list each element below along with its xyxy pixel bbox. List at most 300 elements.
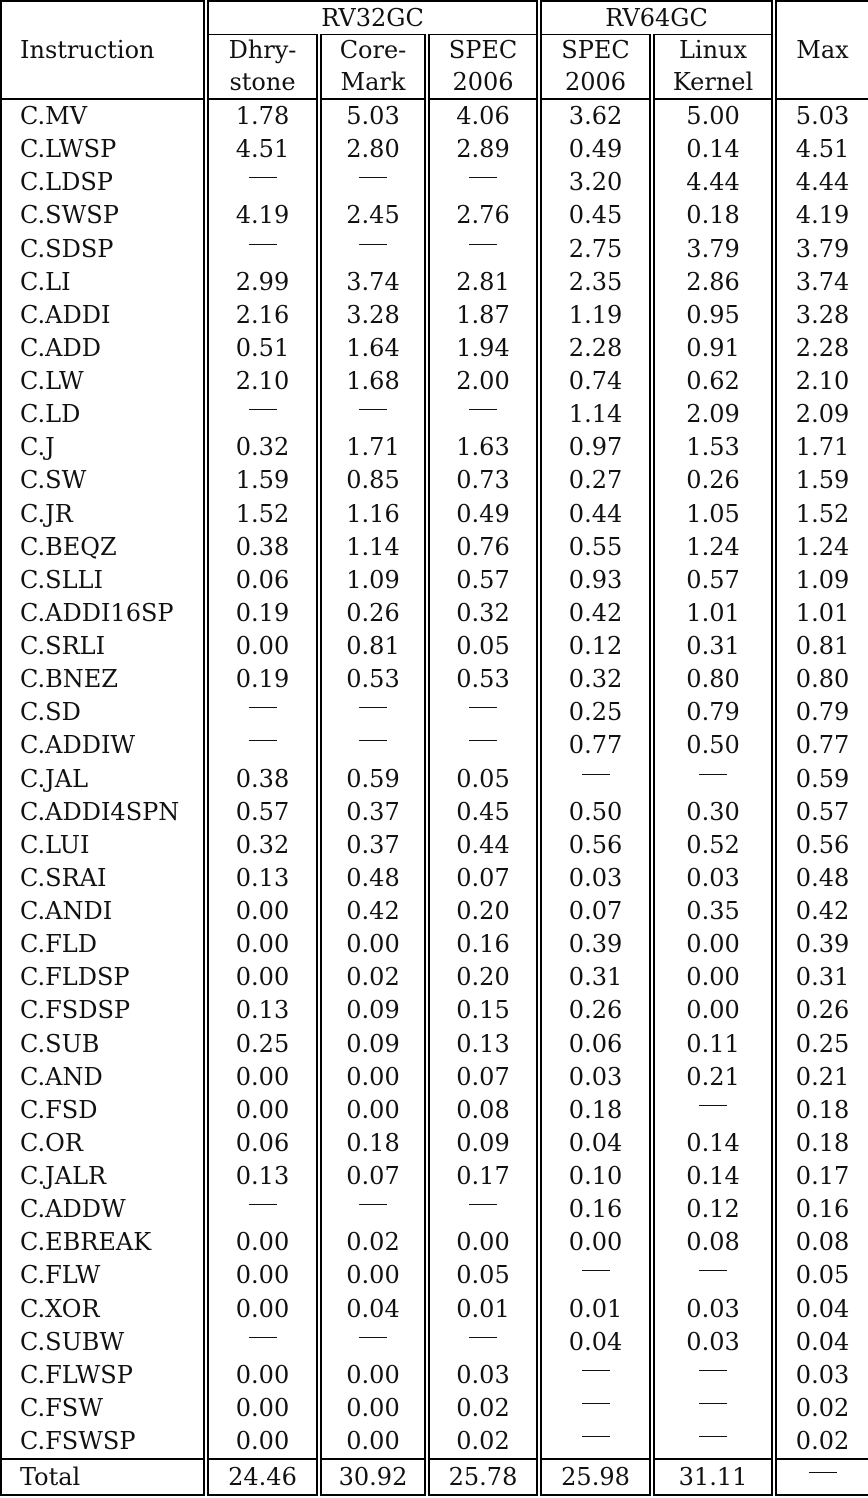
- max-cell: 0.80: [774, 663, 868, 696]
- value-cell: 0.00: [206, 895, 319, 928]
- instruction-name: C.ADD: [1, 332, 206, 365]
- max-cell: 3.79: [774, 233, 868, 266]
- value-cell: 1.59: [206, 464, 319, 497]
- table-row: [1, 862, 868, 895]
- value-cell: 0.09: [427, 1127, 539, 1160]
- value-cell: 0.08: [427, 1094, 539, 1127]
- value-cell: 0.85: [319, 464, 427, 497]
- dash-mark: [249, 707, 277, 708]
- table-row: [1, 1259, 868, 1292]
- table-row: [1, 597, 868, 630]
- value-cell: 0.00: [319, 1359, 427, 1392]
- value-cell: [652, 1359, 774, 1392]
- max-cell: 0.79: [774, 696, 868, 729]
- value-cell: 0.93: [539, 564, 652, 597]
- max-cell: 1.71: [774, 431, 868, 464]
- table-row: [1, 299, 868, 332]
- max-cell: 0.26: [774, 994, 868, 1027]
- value-cell: 0.02: [427, 1392, 539, 1425]
- value-cell: 25.98: [539, 1459, 652, 1495]
- value-cell: 0.03: [539, 1061, 652, 1094]
- value-cell: 0.00: [652, 928, 774, 961]
- max-cell: 0.77: [774, 729, 868, 762]
- value-cell: 0.00: [319, 1425, 427, 1459]
- value-cell: 0.32: [206, 829, 319, 862]
- value-cell: 0.13: [206, 1160, 319, 1193]
- value-cell: 0.97: [539, 431, 652, 464]
- max-cell: 3.28: [774, 299, 868, 332]
- value-cell: 0.12: [652, 1193, 774, 1226]
- value-cell: 1.71: [319, 431, 427, 464]
- value-cell: 0.10: [539, 1160, 652, 1193]
- value-cell: 0.02: [427, 1425, 539, 1459]
- value-cell: 5.03: [319, 99, 427, 133]
- value-cell: 0.05: [427, 1259, 539, 1292]
- table-row: [1, 564, 868, 597]
- value-cell: 0.91: [652, 332, 774, 365]
- max-cell: 1.59: [774, 464, 868, 497]
- instruction-name: C.FLDSP: [1, 961, 206, 994]
- instruction-name: C.LD: [1, 398, 206, 431]
- value-cell: 2.45: [319, 199, 427, 232]
- instruction-name: C.LW: [1, 365, 206, 398]
- dash-mark: [359, 244, 387, 245]
- value-cell: 24.46: [206, 1459, 319, 1495]
- value-cell: 0.37: [319, 796, 427, 829]
- table-row: [1, 895, 868, 928]
- max-cell: 1.09: [774, 564, 868, 597]
- value-cell: 0.56: [539, 829, 652, 862]
- dash-mark: [469, 707, 497, 708]
- value-cell: [206, 398, 319, 431]
- max-cell: 0.81: [774, 630, 868, 663]
- value-cell: 0.00: [427, 1226, 539, 1259]
- value-cell: 1.53: [652, 431, 774, 464]
- instruction-name: C.BEQZ: [1, 531, 206, 564]
- value-cell: 0.48: [319, 862, 427, 895]
- instruction-name: C.FLWSP: [1, 1359, 206, 1392]
- value-cell: 0.02: [319, 961, 427, 994]
- instruction-name: C.FSDSP: [1, 994, 206, 1027]
- value-cell: 0.00: [206, 1094, 319, 1127]
- table-row: [1, 994, 868, 1027]
- value-cell: 2.28: [539, 332, 652, 365]
- value-cell: 0.09: [319, 994, 427, 1027]
- value-cell: 0.37: [319, 829, 427, 862]
- value-cell: 0.00: [319, 1094, 427, 1127]
- instruction-name: C.ADDI4SPN: [1, 796, 206, 829]
- value-cell: 0.07: [539, 895, 652, 928]
- max-cell: 0.42: [774, 895, 868, 928]
- dash-mark: [699, 1370, 727, 1371]
- value-cell: 0.52: [652, 829, 774, 862]
- value-cell: 0.62: [652, 365, 774, 398]
- value-cell: 0.57: [206, 796, 319, 829]
- value-cell: 0.08: [652, 1226, 774, 1259]
- table-row: [1, 133, 868, 166]
- value-cell: [427, 233, 539, 266]
- value-cell: [427, 696, 539, 729]
- value-cell: 0.03: [652, 1326, 774, 1359]
- max-cell: 0.04: [774, 1293, 868, 1326]
- value-cell: 0.06: [206, 564, 319, 597]
- value-cell: 0.02: [319, 1226, 427, 1259]
- value-cell: 0.76: [427, 531, 539, 564]
- value-cell: 0.27: [539, 464, 652, 497]
- table-row: [1, 961, 868, 994]
- value-cell: 0.03: [652, 1293, 774, 1326]
- value-cell: [319, 1193, 427, 1226]
- max-cell: 0.57: [774, 796, 868, 829]
- value-cell: 0.25: [539, 696, 652, 729]
- value-cell: 2.89: [427, 133, 539, 166]
- max-cell: 0.16: [774, 1193, 868, 1226]
- value-cell: 4.51: [206, 133, 319, 166]
- value-cell: [206, 1193, 319, 1226]
- value-cell: [539, 763, 652, 796]
- value-cell: 0.44: [427, 829, 539, 862]
- value-cell: 0.00: [206, 1392, 319, 1425]
- instruction-name: C.ADDI16SP: [1, 597, 206, 630]
- instruction-name: C.MV: [1, 99, 206, 133]
- value-cell: 1.68: [319, 365, 427, 398]
- value-cell: [652, 1392, 774, 1425]
- max-cell: 0.18: [774, 1127, 868, 1160]
- value-cell: 25.78: [427, 1459, 539, 1495]
- max-cell: 0.02: [774, 1425, 868, 1459]
- dash-mark: [582, 1436, 610, 1437]
- value-cell: 1.14: [539, 398, 652, 431]
- instruction-name: C.OR: [1, 1127, 206, 1160]
- value-cell: 0.18: [652, 199, 774, 232]
- value-cell: 4.19: [206, 199, 319, 232]
- value-cell: 0.19: [206, 663, 319, 696]
- value-cell: 2.09: [652, 398, 774, 431]
- max-cell: 4.51: [774, 133, 868, 166]
- value-cell: 0.07: [319, 1160, 427, 1193]
- value-cell: 0.13: [427, 1028, 539, 1061]
- instruction-name: C.SWSP: [1, 199, 206, 232]
- instruction-name: C.SUB: [1, 1028, 206, 1061]
- table-row: [1, 431, 868, 464]
- table-row: [1, 1425, 868, 1459]
- table-row: [1, 99, 868, 133]
- value-cell: 0.74: [539, 365, 652, 398]
- instruction-name: C.LWSP: [1, 133, 206, 166]
- value-cell: 0.07: [427, 1061, 539, 1094]
- dash-mark: [469, 1337, 497, 1338]
- instruction-name: C.FSWSP: [1, 1425, 206, 1459]
- max-cell: 2.28: [774, 332, 868, 365]
- instruction-name: C.FSW: [1, 1392, 206, 1425]
- value-cell: 5.00: [652, 99, 774, 133]
- value-cell: [319, 233, 427, 266]
- dash-mark: [359, 1337, 387, 1338]
- instruction-name: C.ADDI: [1, 299, 206, 332]
- group-header-rv64gc: RV64GC: [539, 1, 774, 35]
- value-cell: 0.00: [206, 928, 319, 961]
- table-row: [1, 796, 868, 829]
- table-row: [1, 1094, 868, 1127]
- instruction-name: C.SRLI: [1, 630, 206, 663]
- dash-mark: [469, 409, 497, 410]
- value-cell: [652, 1425, 774, 1459]
- instruction-name: C.EBREAK: [1, 1226, 206, 1259]
- table-row: [1, 1359, 868, 1392]
- max-cell: 0.18: [774, 1094, 868, 1127]
- max-cell: 3.74: [774, 266, 868, 299]
- dash-mark: [249, 409, 277, 410]
- value-cell: [319, 696, 427, 729]
- table-row: [1, 763, 868, 796]
- value-cell: 0.00: [206, 1359, 319, 1392]
- col-header-dhrystone-l1: Dhry-: [206, 35, 319, 67]
- instruction-name: C.SW: [1, 464, 206, 497]
- value-cell: 1.01: [652, 597, 774, 630]
- value-cell: 1.09: [319, 564, 427, 597]
- value-cell: 0.81: [319, 630, 427, 663]
- value-cell: 0.32: [206, 431, 319, 464]
- col-header-spec32-l1: SPEC: [427, 35, 539, 67]
- value-cell: 2.75: [539, 233, 652, 266]
- value-cell: 2.35: [539, 266, 652, 299]
- value-cell: 0.15: [427, 994, 539, 1027]
- dash-mark: [809, 1472, 837, 1473]
- value-cell: 1.87: [427, 299, 539, 332]
- dash-mark: [469, 740, 497, 741]
- value-cell: 1.52: [206, 498, 319, 531]
- max-cell: 1.52: [774, 498, 868, 531]
- value-cell: 0.26: [539, 994, 652, 1027]
- value-cell: 0.53: [319, 663, 427, 696]
- instruction-name: C.ANDI: [1, 895, 206, 928]
- value-cell: 2.00: [427, 365, 539, 398]
- value-cell: [539, 1425, 652, 1459]
- dash-mark: [469, 244, 497, 245]
- instruction-name: Total: [1, 1459, 206, 1495]
- value-cell: 0.42: [539, 597, 652, 630]
- value-cell: 0.11: [652, 1028, 774, 1061]
- instruction-name: C.FLW: [1, 1259, 206, 1292]
- value-cell: 1.63: [427, 431, 539, 464]
- value-cell: 0.03: [652, 862, 774, 895]
- max-cell: [774, 1459, 868, 1495]
- group-header-rv32gc: RV32GC: [206, 1, 539, 35]
- instruction-name: C.FLD: [1, 928, 206, 961]
- value-cell: 1.19: [539, 299, 652, 332]
- value-cell: [539, 1359, 652, 1392]
- table-row: [1, 1326, 868, 1359]
- header-row-line2: [1, 66, 868, 99]
- dash-mark: [359, 409, 387, 410]
- table-row: [1, 1160, 868, 1193]
- max-cell: 4.19: [774, 199, 868, 232]
- max-cell: 0.03: [774, 1359, 868, 1392]
- value-cell: 0.00: [206, 1061, 319, 1094]
- table-row: [1, 1293, 868, 1326]
- instruction-name: C.SRAI: [1, 862, 206, 895]
- table-row: [1, 531, 868, 564]
- col-header-coremark-l1: Core-: [319, 35, 427, 67]
- value-cell: [319, 729, 427, 762]
- value-cell: 0.51: [206, 332, 319, 365]
- value-cell: 0.50: [539, 796, 652, 829]
- value-cell: 3.20: [539, 166, 652, 199]
- value-cell: [539, 1259, 652, 1292]
- col-header-spec64-l1: SPEC: [539, 35, 652, 67]
- value-cell: 0.45: [539, 199, 652, 232]
- value-cell: 0.01: [427, 1293, 539, 1326]
- instruction-name: C.XOR: [1, 1293, 206, 1326]
- max-cell: 0.59: [774, 763, 868, 796]
- value-cell: 0.77: [539, 729, 652, 762]
- value-cell: [206, 729, 319, 762]
- table-row: [1, 166, 868, 199]
- value-cell: 0.59: [319, 763, 427, 796]
- table-row: [1, 332, 868, 365]
- value-cell: 2.86: [652, 266, 774, 299]
- instruction-name: C.BNEZ: [1, 663, 206, 696]
- value-cell: 0.00: [319, 1392, 427, 1425]
- dash-mark: [249, 177, 277, 178]
- value-cell: 2.80: [319, 133, 427, 166]
- value-cell: 0.26: [652, 464, 774, 497]
- max-cell: 4.44: [774, 166, 868, 199]
- dash-mark: [582, 1270, 610, 1271]
- value-cell: 0.80: [652, 663, 774, 696]
- value-cell: 0.55: [539, 531, 652, 564]
- value-cell: [206, 696, 319, 729]
- value-cell: 0.00: [206, 961, 319, 994]
- instruction-name: C.AND: [1, 1061, 206, 1094]
- max-cell: 0.05: [774, 1259, 868, 1292]
- table-row: [1, 829, 868, 862]
- value-cell: 0.14: [652, 133, 774, 166]
- table-row: [1, 630, 868, 663]
- header-instruction: Instruction: [1, 35, 206, 67]
- max-cell: 0.31: [774, 961, 868, 994]
- value-cell: 1.94: [427, 332, 539, 365]
- value-cell: 0.12: [539, 630, 652, 663]
- total-row: [1, 1459, 868, 1495]
- value-cell: [319, 398, 427, 431]
- max-cell: 0.25: [774, 1028, 868, 1061]
- value-cell: 0.00: [206, 630, 319, 663]
- table-row: [1, 1028, 868, 1061]
- col-header-dhrystone-l2: stone: [206, 66, 319, 99]
- col-header-spec32-l2: 2006: [427, 66, 539, 99]
- value-cell: 0.06: [206, 1127, 319, 1160]
- dash-mark: [699, 1270, 727, 1271]
- value-cell: 0.04: [539, 1326, 652, 1359]
- max-cell: 1.01: [774, 597, 868, 630]
- value-cell: 0.31: [539, 961, 652, 994]
- value-cell: 2.99: [206, 266, 319, 299]
- dash-mark: [582, 1370, 610, 1371]
- table-row: [1, 464, 868, 497]
- col-header-linux-l2: Kernel: [652, 66, 774, 99]
- table-row: [1, 233, 868, 266]
- value-cell: 0.00: [206, 1226, 319, 1259]
- header-row-line1: [1, 35, 868, 67]
- instruction-name: C.SD: [1, 696, 206, 729]
- value-cell: 0.16: [427, 928, 539, 961]
- instruction-name: C.ADDIW: [1, 729, 206, 762]
- value-cell: 0.32: [539, 663, 652, 696]
- dash-mark: [249, 1337, 277, 1338]
- table-row: [1, 663, 868, 696]
- value-cell: 0.35: [652, 895, 774, 928]
- instruction-name: C.SLLI: [1, 564, 206, 597]
- dash-mark: [249, 1204, 277, 1205]
- col-header-coremark-l2: Mark: [319, 66, 427, 99]
- value-cell: 0.26: [319, 597, 427, 630]
- value-cell: [427, 166, 539, 199]
- instruction-name: C.LDSP: [1, 166, 206, 199]
- table-row: [1, 729, 868, 762]
- instruction-name: C.JR: [1, 498, 206, 531]
- value-cell: 0.31: [652, 630, 774, 663]
- max-cell: 5.03: [774, 99, 868, 133]
- table-body: [1, 99, 868, 1495]
- value-cell: 0.30: [652, 796, 774, 829]
- dash-mark: [699, 1436, 727, 1437]
- max-cell: 0.21: [774, 1061, 868, 1094]
- value-cell: 0.03: [427, 1359, 539, 1392]
- value-cell: 0.00: [206, 1259, 319, 1292]
- value-cell: 0.95: [652, 299, 774, 332]
- value-cell: [206, 233, 319, 266]
- value-cell: 0.13: [206, 994, 319, 1027]
- dash-mark: [582, 774, 610, 775]
- value-cell: 0.21: [652, 1061, 774, 1094]
- header-row-groups: [1, 1, 868, 35]
- value-cell: 3.28: [319, 299, 427, 332]
- value-cell: 0.00: [206, 1425, 319, 1459]
- value-cell: 0.18: [539, 1094, 652, 1127]
- dash-mark: [699, 1105, 727, 1106]
- instruction-name: C.LI: [1, 266, 206, 299]
- value-cell: 0.16: [539, 1193, 652, 1226]
- max-cell: 0.02: [774, 1392, 868, 1425]
- max-cell: 0.08: [774, 1226, 868, 1259]
- value-cell: 0.20: [427, 895, 539, 928]
- value-cell: [319, 1326, 427, 1359]
- value-cell: 0.07: [427, 862, 539, 895]
- instruction-name: C.LUI: [1, 829, 206, 862]
- table-row: [1, 365, 868, 398]
- value-cell: [652, 1094, 774, 1127]
- value-cell: [652, 1259, 774, 1292]
- dash-mark: [699, 774, 727, 775]
- instruction-name: C.SDSP: [1, 233, 206, 266]
- value-cell: 1.24: [652, 531, 774, 564]
- dash-mark: [699, 1403, 727, 1404]
- value-cell: 0.14: [652, 1160, 774, 1193]
- table-row: [1, 1392, 868, 1425]
- value-cell: 31.11: [652, 1459, 774, 1495]
- value-cell: [319, 166, 427, 199]
- instruction-name: C.SUBW: [1, 1326, 206, 1359]
- value-cell: 1.05: [652, 498, 774, 531]
- value-cell: 0.00: [652, 961, 774, 994]
- value-cell: 0.00: [539, 1226, 652, 1259]
- instruction-name: C.JALR: [1, 1160, 206, 1193]
- value-cell: [427, 398, 539, 431]
- value-cell: [427, 1193, 539, 1226]
- header-instruction-spacer-2: [1, 66, 206, 99]
- value-cell: 0.14: [652, 1127, 774, 1160]
